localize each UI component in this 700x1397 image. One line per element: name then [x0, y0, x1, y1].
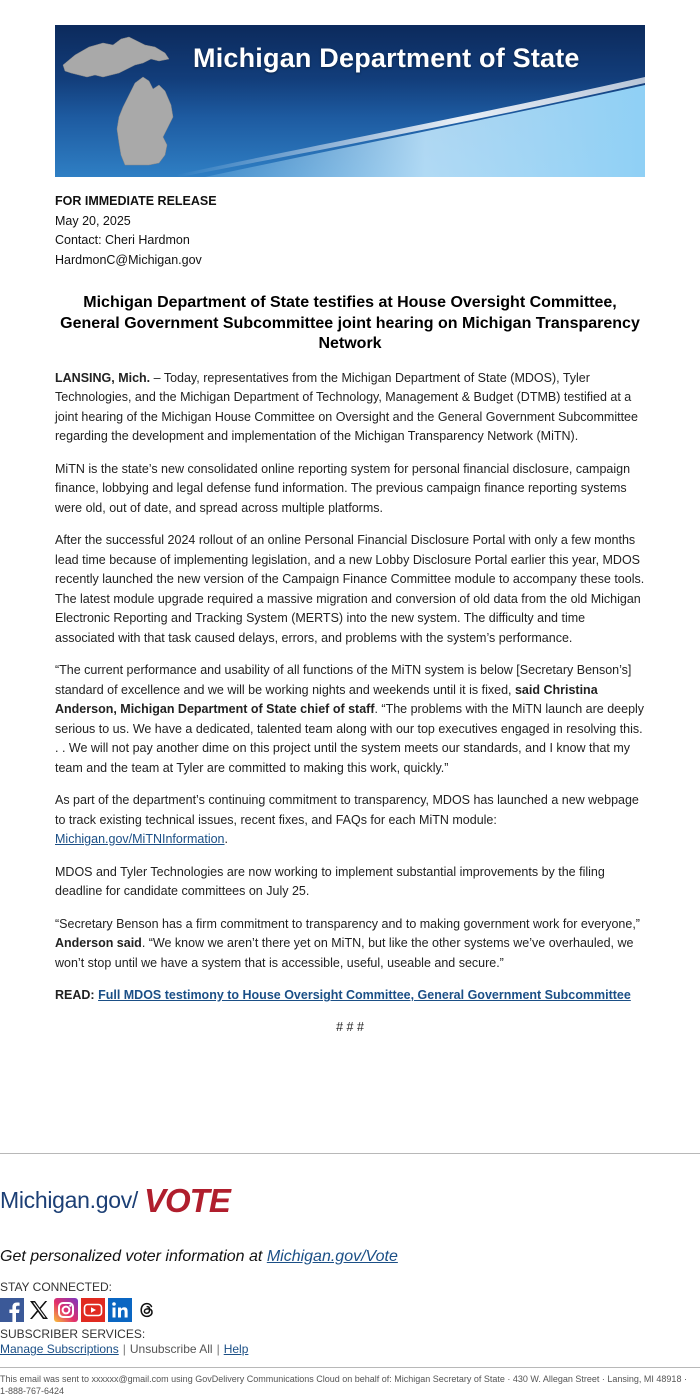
subscriber-services-label: SUBSCRIBER SERVICES: [0, 1327, 146, 1341]
instagram-icon[interactable] [54, 1298, 78, 1322]
manage-subscriptions-link[interactable]: Manage Subscriptions [0, 1342, 119, 1356]
banner-title: Michigan Department of State [193, 43, 580, 73]
footer-divider [0, 1153, 700, 1154]
email-footer [0, 1153, 700, 1397]
linkedin-icon[interactable] [108, 1298, 132, 1322]
youtube-icon[interactable] [81, 1298, 105, 1322]
paragraph-6: MDOS and Tyler Technologies are now working to implement substantial improvements by the filing deadline for candidate committees on July 25. [55, 864, 605, 898]
paragraph-5-text: As part of the department’s continuing commitment to transparency, MDOS has launched a new webpage to track existing technical issues, recent fixes, and FAQs for each MiTN module: [55, 793, 639, 827]
paragraph-2: MiTN is the state’s new consolidated online reporting system for personal financial disclosure, campaign finance, lobbying and legal defense fund information. The previous campaign finance reporting systems were old, out of date, and spread across multiple platforms. [55, 461, 631, 515]
separator: | [216, 1342, 220, 1356]
quote-2-text: “Secretary Benson has a firm commitment to transparency and to making government work for everyone,” [55, 916, 640, 931]
voter-tagline [0, 1248, 700, 1266]
paragraph-1-text: – Today, representatives from the Michigan Department of State (MDOS), Tyler Technologies, and the Michigan Department of Technology, Management & Budget (DTMB) testified at a joint hearing of the Michigan House Committee on Oversight and the General Government Subcommittee regarding the development and implementation of the Michigan Transparency Network (MiTN). [55, 370, 638, 443]
read-line [55, 986, 645, 1006]
release-info [55, 192, 645, 270]
threads-icon[interactable] [135, 1298, 159, 1322]
paragraph-1 [55, 369, 645, 447]
release-email: HardmonC@Michigan.gov [55, 252, 202, 267]
quote-attribution: said Christina Anderson, Michigan Department of State chief of staff [55, 682, 598, 716]
dateline: LANSING, Mich. [55, 370, 151, 385]
stay-connected-label: STAY CONNECTED: [0, 1280, 113, 1294]
quote-text: “The current performance and usability of all functions of the MiTN system is below [Secretary Benson’s] standard of excellence and we will be working nights and weekends until it is fixed, [55, 663, 632, 697]
michigan-vote-logo[interactable] [0, 1174, 700, 1220]
logo-vote: VOTE [144, 1182, 230, 1219]
press-headline: Michigan Department of State testifies at House Oversight Committee, General Government Subcommittee joint hearing on Michigan Transparency Network [60, 294, 640, 352]
vote-link[interactable]: Michigan.gov/Vote [266, 1248, 398, 1265]
paragraph-3: After the successful 2024 rollout of an online Personal Financial Disclosure Portal with only a few months lead time because of implementing legislation, and a new Lobby Disclosure Portal earlier this year, MDOS recently launched the new version of the Campaign Finance Committee module to accompany these tools. The latest module upgrade required a massive migration and conversion of old data from the old Michigan Electronic Reporting and Tracking System (MERTS) into the new system. The difficulty and time associated with that task caused delays, errors, and problems with the system’s performance. [55, 533, 645, 645]
logo-text: Michigan.gov/ [0, 1187, 139, 1213]
help-link[interactable]: Help [223, 1342, 249, 1356]
read-label: READ: [55, 988, 95, 1002]
footer-divider-2 [0, 1367, 700, 1368]
email-content [55, 25, 645, 1034]
x-icon[interactable] [27, 1298, 51, 1322]
quote-text-cont: . “The problems with the MiTN launch are deeply serious to us. We have a dedicated, talented team along with our top executives engaged in resolving this. . . We will not pay another dime on this project until the system meets our standards, and I know that my team and the team at Tyler are committed to making this work, quickly.” [55, 702, 645, 775]
michigan-map-icon [63, 37, 173, 165]
header-banner [55, 25, 645, 177]
subscriber-links [0, 1342, 700, 1356]
tagline-text: Get personalized voter information at [0, 1248, 267, 1265]
end-mark: # # # [336, 1019, 364, 1034]
release-label: FOR IMMEDIATE RELEASE [55, 194, 217, 208]
social-links [0, 1297, 700, 1323]
paragraph-4 [55, 661, 645, 778]
mitn-information-link[interactable]: Michigan.gov/MiTNInformation [55, 832, 225, 846]
quote-2-text-cont: . “We know we aren’t there yet on MiTN, but like the other systems we’ve overhauled, we won’t stop until we have a system that is accessible, useful, useable and secure.” [55, 936, 634, 970]
separator: | [122, 1342, 126, 1356]
paragraph-7 [55, 915, 645, 974]
release-date: May 20, 2025 [55, 213, 131, 228]
quote-2-attribution: Anderson said [55, 936, 142, 950]
paragraph-5-end: . [224, 832, 228, 846]
paragraph-5 [55, 791, 645, 850]
facebook-icon[interactable] [0, 1298, 24, 1322]
unsubscribe-all-text[interactable]: Unsubscribe All [129, 1342, 213, 1356]
footer-small-print: This email was sent to xxxxxx@gmail.com using GovDelivery Communications Cloud on behalf of: Michigan Secretary of State · 430 W. Allegan Street · Lansing, MI 48918 · 1-888-767-6424 [0, 1374, 687, 1396]
full-testimony-link[interactable]: Full MDOS testimony to House Oversight Committee, General Government Subcommittee [98, 988, 631, 1002]
release-contact: Contact: Cheri Hardmon [55, 233, 190, 247]
